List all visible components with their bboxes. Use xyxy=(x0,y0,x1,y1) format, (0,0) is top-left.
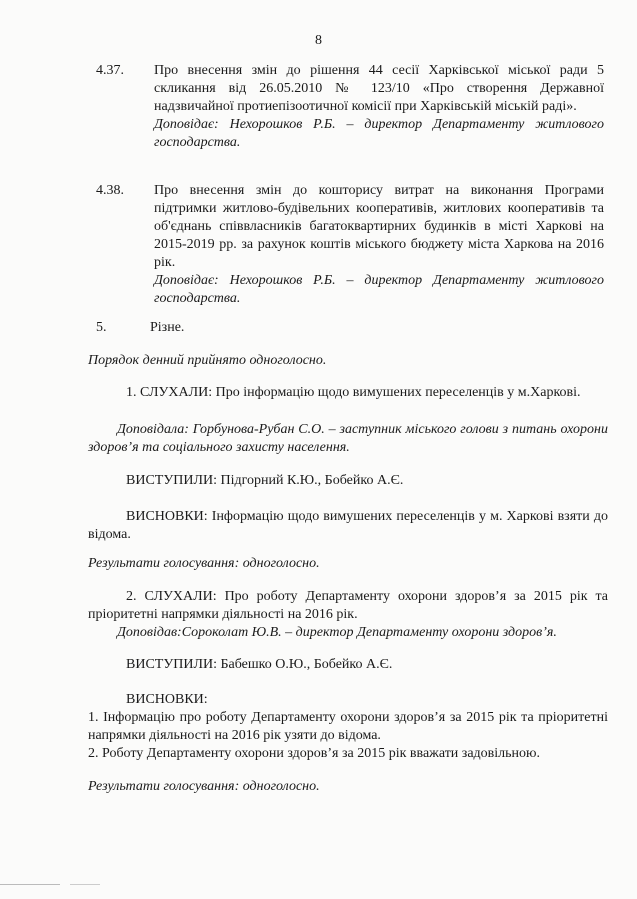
section2-conclusions-title: ВИСНОВКИ: xyxy=(126,692,208,707)
section2-conclusion-2: 2. Роботу Департаменту охорони здоров’я за 2015 рік вважати задовільною. xyxy=(88,746,540,761)
agenda-item-5-text: Різне. xyxy=(150,320,185,335)
section1-conclusions: ВИСНОВКИ: Інформацію щодо вимушених переселенців у м. Харкові взяти до відома. xyxy=(88,509,608,542)
section2-reporter: Доповідав:Сороколат Ю.В. – директор Департаменту охорони здоров’я. xyxy=(117,625,557,640)
item-text: Про внесення змін до кошторису витрат на виконання Програми підтримки житлово-будівельних кооперативів, житлових кооперативів та об'єднань співвласників багатоквартирних будинків в місті Харкові на 2015-2019 рр. за рахунок коштів міського бюджету міста Харкова на 2016 рік. xyxy=(154,183,604,270)
item-speaker: Доповідає: Нехорошков Р.Б. – директор Департаменту житлового господарства. xyxy=(154,273,604,306)
section1-vote: Результати голосування: одноголосно. xyxy=(88,556,320,571)
item-number: 4.38. xyxy=(96,183,124,198)
section2-conclusion-1: 1. Інформацію про роботу Департаменту охорони здоров’я за 2015 рік та пріоритетні напрямки діяльності на 2016 рік узяти до відома. xyxy=(88,710,608,743)
section2-heard: 2. СЛУХАЛИ: Про роботу Департаменту охорони здоров’я за 2015 рік та пріоритетні напрямки діяльності на 2016 рік. xyxy=(88,589,608,622)
agenda-item-5-number: 5. xyxy=(96,320,107,335)
section1-heard: 1. СЛУХАЛИ: Про інформацію щодо вимушених переселенців у м.Харкові. xyxy=(126,385,581,400)
agenda-item-4-38 xyxy=(96,182,616,308)
agenda-item-4-37 xyxy=(96,62,616,152)
section2-spoke: ВИСТУПИЛИ: Бабешко О.Ю., Бобейко А.Є. xyxy=(126,657,393,672)
item-text: Про внесення змін до рішення 44 сесії Харківської міської ради 5 скликання від 26.05.2010 № 123/10 «Про створення Державної надзвичайної протиепізоотичної комісії при Харківській міській раді». xyxy=(154,63,604,114)
section1-spoke: ВИСТУПИЛИ: Підгорний К.Ю., Бобейко А.Є. xyxy=(126,473,404,488)
section2-vote: Результати голосування: одноголосно. xyxy=(88,779,320,794)
page-number: 8 xyxy=(315,33,322,48)
section1-reporter: Доповідала: Горбунова-Рубан С.О. – заступник міського голови з питань охорони здоров’я та соціального захисту населення. xyxy=(88,422,608,455)
item-speaker: Доповідає: Нехорошков Р.Б. – директор Департаменту житлового господарства. xyxy=(154,117,604,150)
agenda-adopted-note: Порядок денний прийнято одноголосно. xyxy=(88,353,327,368)
scan-artifact-line xyxy=(70,884,100,885)
item-number: 4.37. xyxy=(96,63,124,78)
scan-artifact-line xyxy=(0,884,60,885)
